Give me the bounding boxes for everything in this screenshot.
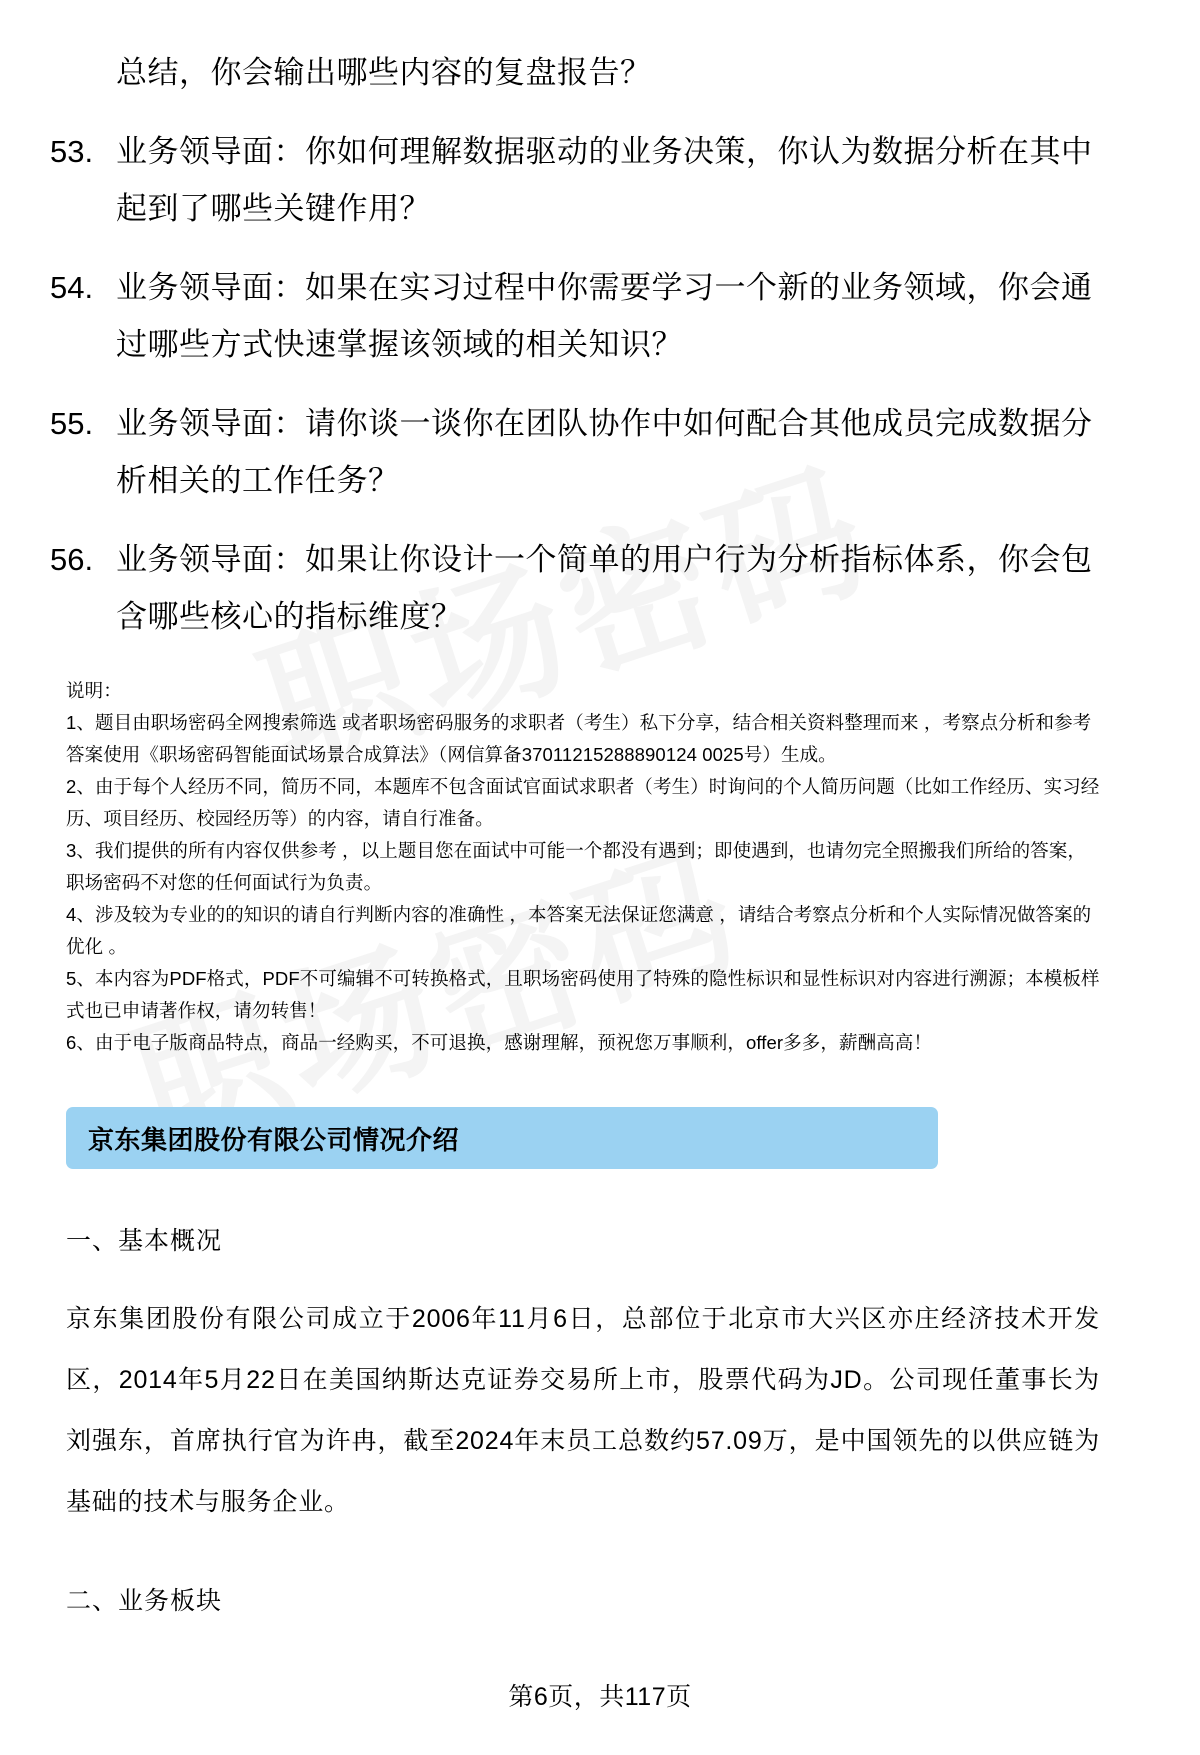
sub-heading-business-segments: 二、业务板块 bbox=[66, 1587, 223, 1615]
question-list bbox=[0, 0, 1200, 645]
question-text: 业务领导面：你如何理解数据驱动的业务决策，你认为数据分析在其中起到了哪些关键作用？ bbox=[116, 134, 1093, 226]
question-number: 53. bbox=[50, 134, 94, 169]
note-item: 5、本内容为PDF格式，PDF不可编辑不可转换格式，且职场密码使用了特殊的隐性标识和显性标识对内容进行溯源；本模板样式也已申请著作权，请勿转售！ bbox=[66, 968, 1100, 1021]
question-item bbox=[46, 123, 1100, 237]
notes-block bbox=[0, 645, 1200, 1059]
question-text: 业务领导面：如果让你设计一个简单的用户行为分析指标体系，你会包含哪些核心的指标维度？ bbox=[116, 542, 1093, 634]
note-item: 3、我们提供的所有内容仅供参考 ，以上题目您在面试中可能一个都没有遇到；即使遇到，也请勿完全照搬我们所给的答案，职场密码不对您的任何面试行为负责。 bbox=[66, 840, 1087, 893]
continued-question-line: 总结，你会输出哪些内容的复盘报告？ bbox=[116, 55, 652, 90]
page-footer bbox=[0, 1677, 1200, 1713]
sub-heading-basic-overview: 一、基本概况 bbox=[66, 1227, 223, 1255]
question-number: 55. bbox=[50, 406, 94, 441]
question-item bbox=[46, 259, 1100, 373]
question-item bbox=[46, 531, 1100, 645]
notes-heading: 说明： bbox=[66, 680, 122, 701]
company-paragraph: 京东集团股份有限公司成立于2006年11月6日，总部位于北京市大兴区亦庄经济技术开发区，2014年5月22日在美国纳斯达克证券交易所上市，股票代码为JD。公司现任董事长为刘强东，首席执行官为许冉，截至2024年末员工总数约57.09万，是中国领先的以供应链为基础的技术与服务企业。 bbox=[66, 1305, 1100, 1516]
question-text: 业务领导面：请你谈一谈你在团队协作中如何配合其他成员完成数据分析相关的工作任务？ bbox=[116, 406, 1093, 498]
question-number: 56. bbox=[50, 542, 94, 577]
note-item: 4、涉及较为专业的的知识的请自行判断内容的准确性 ，本答案无法保证您满意 ，请结合考察点分析和个人实际情况做答案的优化 。 bbox=[66, 904, 1092, 957]
company-section bbox=[0, 1221, 1200, 1621]
section-banner-wrapper bbox=[0, 1059, 1200, 1169]
question-number: 54. bbox=[50, 270, 94, 305]
note-item: 6、由于电子版商品特点，商品一经购买，不可退换，感谢理解，预祝您万事顺利，offer多多，薪酬高高！ bbox=[66, 1032, 932, 1053]
note-item: 1、题目由职场密码全网搜索筛选 或者职场密码服务的求职者（考生）私下分享，结合相关资料整理而来 ，考察点分析和参考答案使用《职场密码智能面试场景合成算法》（网信算备37011215288890124 0025号）生成。 bbox=[66, 712, 1092, 765]
question-text: 业务领导面：如果在实习过程中你需要学习一个新的业务领域，你会通过哪些方式快速掌握该领域的相关知识？ bbox=[116, 270, 1093, 362]
note-item: 2、由于每个人经历不同，简历不同，本题库不包含面试官面试求职者（考生）时询问的个人简历问题（比如工作经历、实习经历、项目经历、校园经历等）的内容，请自行准备。 bbox=[66, 776, 1100, 829]
section-banner-title: 京东集团股份有限公司情况介绍 bbox=[88, 1124, 460, 1155]
question-item bbox=[46, 395, 1100, 509]
section-banner bbox=[66, 1107, 938, 1169]
page-indicator: 第6页，共117页 bbox=[508, 1683, 692, 1711]
